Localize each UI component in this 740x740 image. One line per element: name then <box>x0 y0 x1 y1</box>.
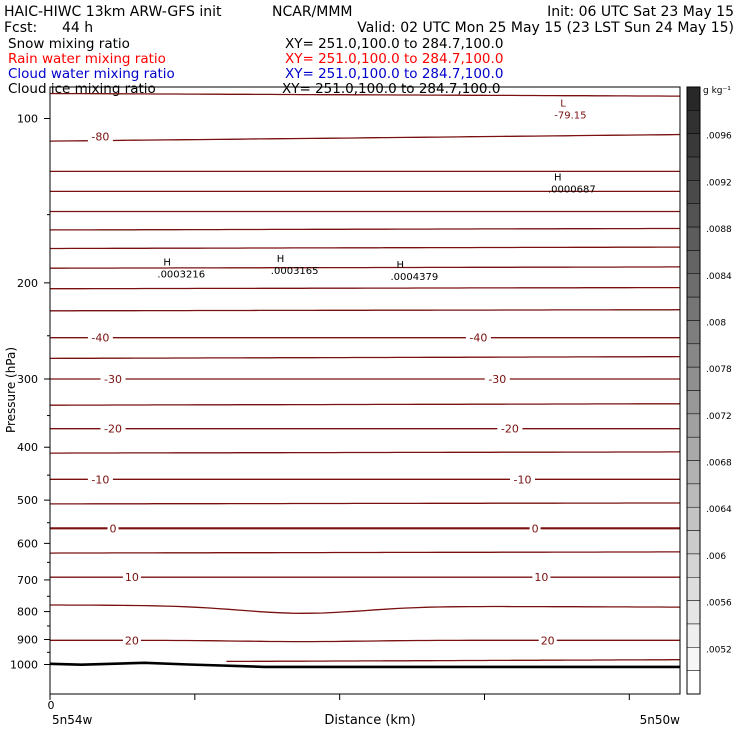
colorbar-bin <box>687 204 700 227</box>
temperature-label: -10 <box>91 473 110 487</box>
colorbar-label: .008 <box>706 318 727 329</box>
fcst-value: 44 h <box>62 20 94 36</box>
terrain-path <box>50 663 680 667</box>
temperature-label: -20 <box>104 422 122 436</box>
y-tick-label: 900 <box>17 633 38 647</box>
colorbar-bin <box>687 414 700 437</box>
x-axis-label: Distance (km) <box>324 713 416 728</box>
field-xy-cloud-ice: XY= 251.0,100.0 to 284.7,100.0 <box>282 81 501 97</box>
extremum-value: -79.15 <box>554 110 587 122</box>
model-title: HAIC-HIWC 13km ARW-GFS init <box>4 4 222 20</box>
colorbar-bin <box>687 180 700 203</box>
center-title: NCAR/MMM <box>272 4 353 20</box>
colorbar-label: .0064 <box>706 505 732 516</box>
isotherm-line <box>50 503 680 504</box>
temperature-label: 10 <box>124 571 139 585</box>
temperature-label: 20 <box>124 634 139 648</box>
y-tick-label: 500 <box>17 494 38 508</box>
temperature-label: 10 <box>534 571 549 585</box>
colorbar-bin <box>687 624 700 647</box>
temperature-label: -20 <box>500 422 519 436</box>
field-name-snow: Snow mixing ratio <box>8 36 130 52</box>
y-tick-label: 800 <box>17 605 38 619</box>
y-tick-label: 200 <box>17 276 38 290</box>
y-axis-label: Pressure (hPa) <box>4 346 18 434</box>
extremum-marker: L <box>560 98 566 110</box>
contour-labels <box>88 98 596 647</box>
colorbar-bin <box>687 87 700 110</box>
extremum-marker: H <box>554 172 562 184</box>
extremum-value: .0004379 <box>390 272 439 284</box>
isotherm-contours <box>50 71 680 661</box>
colorbar-bin <box>687 484 700 507</box>
extremum-value: .0000687 <box>548 184 596 196</box>
extremum-value: .0003216 <box>157 269 206 281</box>
colorbar-label: .006 <box>706 551 727 562</box>
colorbar-bin <box>687 577 700 600</box>
temperature-label: -10 <box>513 473 532 487</box>
colorbar-label: .0088 <box>706 225 732 236</box>
isotherm-line <box>50 310 680 311</box>
colorbar-label: .0052 <box>706 645 732 656</box>
y-tick-label: 700 <box>17 573 38 587</box>
colorbar-bin <box>687 250 700 273</box>
x-right-endpoint-label: 5n50w <box>639 713 680 727</box>
isotherm-line <box>226 660 680 662</box>
field-name-cloud-water: Cloud water mixing ratio <box>8 66 175 82</box>
x-axis-ticks <box>50 694 629 700</box>
extremum-value: .0003165 <box>270 265 319 277</box>
field-xy-cloud-water: XY= 251.0,100.0 to 284.7,100.0 <box>285 66 504 82</box>
colorbar-bin <box>687 274 700 297</box>
colorbar-bin <box>687 157 700 180</box>
temperature-label: -40 <box>91 331 110 345</box>
y-tick-label: 100 <box>17 112 38 126</box>
colorbar-bin <box>687 320 700 343</box>
colorbar-label: .0084 <box>706 271 732 282</box>
extremum-marker: H <box>163 257 171 269</box>
field-name-cloud-ice: Cloud ice mixing ratio <box>8 81 156 97</box>
x-start-tick-label: 0 <box>47 699 55 712</box>
terrain-line <box>50 663 680 667</box>
extremum-marker: H <box>396 260 405 272</box>
colorbar-bin <box>687 367 700 390</box>
colorbar-bin <box>687 554 700 577</box>
field-xy-rain: XY= 251.0,100.0 to 284.7,100.0 <box>285 51 504 67</box>
colorbar-bin <box>687 297 700 320</box>
plot-frame <box>50 87 680 694</box>
valid-time: Valid: 02 UTC Mon 25 May 15 (23 LST Sun 24 May 15) <box>357 20 734 36</box>
colorbar-label: .0068 <box>706 458 732 469</box>
isotherm-line <box>50 229 680 230</box>
y-tick-label: 600 <box>17 537 38 551</box>
colorbar-bin <box>687 391 700 414</box>
isotherm-line <box>50 452 680 453</box>
temperature-label: 0 <box>531 522 539 536</box>
init-time: Init: 06 UTC Sat 23 May 15 <box>547 4 734 20</box>
colorbar-bin <box>687 647 700 670</box>
fcst-label: Fcst: <box>4 20 38 36</box>
colorbar-bin <box>687 134 700 157</box>
colorbar-bin <box>687 671 700 694</box>
isotherm-line <box>50 404 680 405</box>
colorbar-label: .0078 <box>706 365 732 376</box>
isotherm-line <box>50 135 680 142</box>
field-xy-snow: XY= 251.0,100.0 to 284.7,100.0 <box>285 36 504 52</box>
colorbar-label: .0096 <box>706 131 732 142</box>
temperature-label: -30 <box>488 373 507 387</box>
colorbar-bin <box>687 601 700 624</box>
isotherm-line <box>50 357 680 359</box>
colorbar-bin <box>687 507 700 530</box>
colorbar-label: .0056 <box>706 598 732 609</box>
temperature-label: 20 <box>540 634 555 648</box>
isotherm-line <box>50 605 680 613</box>
isotherm-line <box>50 288 680 289</box>
colorbar-bin <box>687 110 700 133</box>
isotherm-line <box>50 552 680 553</box>
extremum-marker: H <box>276 253 285 265</box>
colorbar-bin <box>687 344 700 367</box>
isotherm-line <box>50 247 680 248</box>
x-left-endpoint-label: 5n54w <box>52 713 93 727</box>
colorbar-bin <box>687 227 700 250</box>
y-tick-label: 300 <box>17 373 38 387</box>
isotherm-line <box>50 640 680 641</box>
temperature-label: -40 <box>469 331 488 345</box>
field-name-rain: Rain water mixing ratio <box>8 51 166 67</box>
temperature-label: -30 <box>104 373 122 387</box>
isotherm-line <box>50 267 680 268</box>
temperature-label: 0 <box>109 522 117 536</box>
colorbar-bin <box>687 531 700 554</box>
y-tick-label: 1000 <box>10 658 38 672</box>
colorbar <box>687 87 732 694</box>
colorbar-unit: g kg⁻¹ <box>703 86 731 96</box>
colorbar-label: .0092 <box>706 178 732 189</box>
colorbar-bin <box>687 461 700 484</box>
temperature-label: -80 <box>91 130 110 144</box>
y-tick-label: 400 <box>17 441 38 455</box>
colorbar-label: .0072 <box>706 411 732 422</box>
colorbar-bin <box>687 437 700 460</box>
